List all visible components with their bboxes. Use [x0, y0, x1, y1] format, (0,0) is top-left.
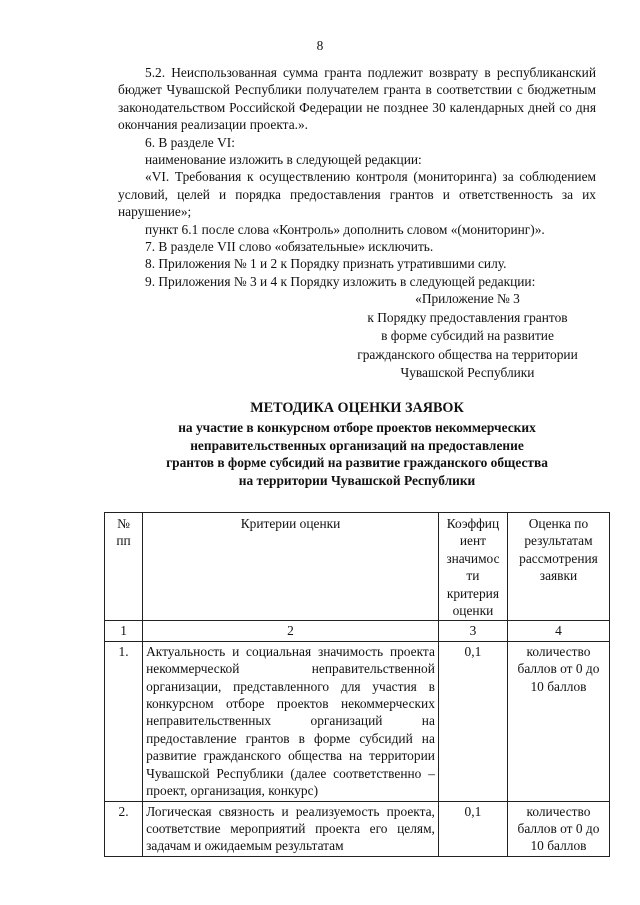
appendix-line-3: в форме субсидий на развитие	[381, 328, 554, 344]
column-number: 3	[438, 621, 507, 641]
table-header-row	[105, 513, 610, 621]
paragraph-6-new-title: «VI. Требования к осуществлению контроля (мониторинга) за соблюдением условий, целей и порядка предоставления грантов и ответственность за их нарушение»;	[118, 169, 596, 220]
method-title-line-4: грантов в форме субсидий на развитие гражданского общества	[166, 455, 548, 471]
amendment-text	[118, 64, 596, 290]
appendix-line-2: к Порядку предоставления грантов	[367, 309, 568, 325]
column-number: 1	[105, 621, 143, 641]
row-criteria: Логическая связность и реализуемость проекта, соответствие мероприятий проекта его целям, задачам и ожидаемым результатам	[143, 801, 439, 856]
paragraph-5-2: 5.2. Неиспользованная сумма гранта подлежит возврату в республиканский бюджет Чувашской Республики получателем гранта в соответствии с бюджетным законодательством Российской Федерации не позднее 30 календарных дней со дня окончания реализации проекта.».	[118, 65, 596, 133]
method-title-line-5: на территории Чувашской Республики	[238, 472, 476, 488]
row-num: 1.	[105, 641, 143, 801]
paragraph-9: 9. Приложения № 3 и 4 к Порядку изложить в следующей редакции:	[145, 273, 536, 289]
appendix-line-1: «Приложение № 3	[415, 291, 520, 306]
header-score-text: Оценка по результатам рассмотрения заявки	[519, 516, 598, 584]
row-num: 2.	[105, 801, 143, 856]
row-score: количество баллов от 0 до 10 баллов	[507, 641, 609, 801]
paragraph-6: 6. В разделе VI:	[145, 134, 235, 150]
row-coef: 0,1	[438, 641, 507, 801]
method-title	[118, 400, 596, 489]
column-number: 2	[143, 621, 439, 641]
header-coef-text: Коэффициент значимости критерия оценки	[446, 516, 500, 619]
header-score	[507, 513, 609, 621]
method-title-line-2: на участие в конкурсном отборе проектов некоммерческих	[178, 420, 536, 436]
row-coef: 0,1	[438, 801, 507, 856]
header-num-text: № пп	[116, 516, 131, 549]
paragraph-7: 7. В разделе VII слово «обязательные» исключить.	[145, 239, 434, 255]
paragraph-6-1: пункт 6.1 после слова «Контроль» дополнить словом «(мониторинг)».	[145, 221, 545, 237]
header-criteria: Критерии оценки	[143, 513, 439, 621]
criteria-table	[104, 512, 610, 857]
row-score: количество баллов от 0 до 10 баллов	[507, 801, 609, 856]
page-number: 8	[316, 38, 324, 53]
appendix-line-5: Чувашской Республики	[400, 365, 535, 381]
method-title-line-3: неправительственных организаций на предоставление	[190, 437, 524, 453]
header-num	[105, 513, 143, 621]
appendix-line-4: гражданского общества на территории	[357, 346, 578, 362]
row-criteria: Актуальность и социальная значимость проекта некоммерческой неправительственной организации, представленного для участия в конкурсном отборе проектов некоммерческих неправительственных организаций на предоставление грантов в форме субсидий на развитие гражданского общества на территории Чувашской Республики (далее соответственно – проект, организация, конкурс)	[143, 641, 439, 801]
table-row	[105, 801, 610, 856]
paragraph-6-name: наименование изложить в следующей редакции:	[145, 152, 422, 168]
paragraph-8: 8. Приложения № 1 и 2 к Порядку признать утратившими силу.	[145, 256, 507, 272]
appendix-heading	[340, 290, 595, 383]
column-number: 4	[507, 621, 609, 641]
column-number-row	[105, 621, 610, 641]
header-coef	[438, 513, 507, 621]
method-title-main: МЕТОДИКА ОЦЕНКИ ЗАЯВОК	[250, 400, 464, 416]
table-row	[105, 641, 610, 801]
